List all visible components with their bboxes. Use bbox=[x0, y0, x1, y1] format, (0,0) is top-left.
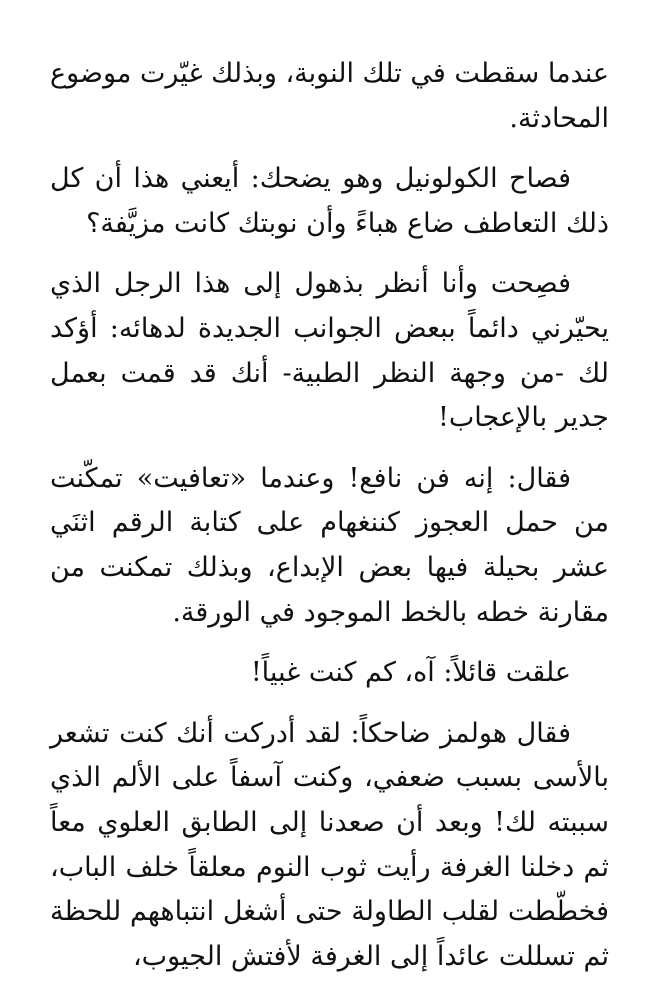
paragraph: عندما سقطت في تلك النوبة، وبذلك غيّرت موضوع المحادثة. bbox=[50, 58, 609, 134]
paragraph: علقت قائلاً: آه، كم كنت غبياً! bbox=[250, 657, 571, 689]
body-text bbox=[50, 52, 609, 995]
paragraph: فقال: إنه فن نافع! وعندما «تعافيت» تمكّنت من حمل العجوز كننغهام على كتابة الرقم اثنَي عشر بحيلة فيها بعض الإبداع، وبذلك تمكنت من مقارنة خطه بالخط الموجود في الورقة. bbox=[50, 462, 609, 628]
paragraph: فصاح الكولونيل وهو يضحك: أيعني هذا أن كل ذلك التعاطف ضاع هباءً وأن نوبتك كانت مزيَّفة؟ bbox=[50, 163, 609, 239]
paragraph: فقال هولمز ضاحكاً: لقد أدركت أنك كنت تشعر بالأسى بسبب ضعفي، وكنت آسفاً على الألم الذي سببته لك! وبعد أن صعدنا إلى الطابق العلوي معاً ثم دخلنا الغرفة رأيت ثوب النوم معلقاً خلف الباب، فخطّطت لقلب الطاولة حتى أشغل انتباههم للحظة ثم تسللت عائداً إلى الغرفة لأفتش الجيوب، bbox=[50, 717, 609, 972]
paragraph: فصِحت وأنا أنظر بذهول إلى هذا الرجل الذي يحيّرني دائماً ببعض الجوانب الجديدة لدهائه: أؤكد لك -من وجهة النظر الطبية- أنك قد قمت بعمل جدير بالإعجاب! bbox=[50, 268, 609, 434]
